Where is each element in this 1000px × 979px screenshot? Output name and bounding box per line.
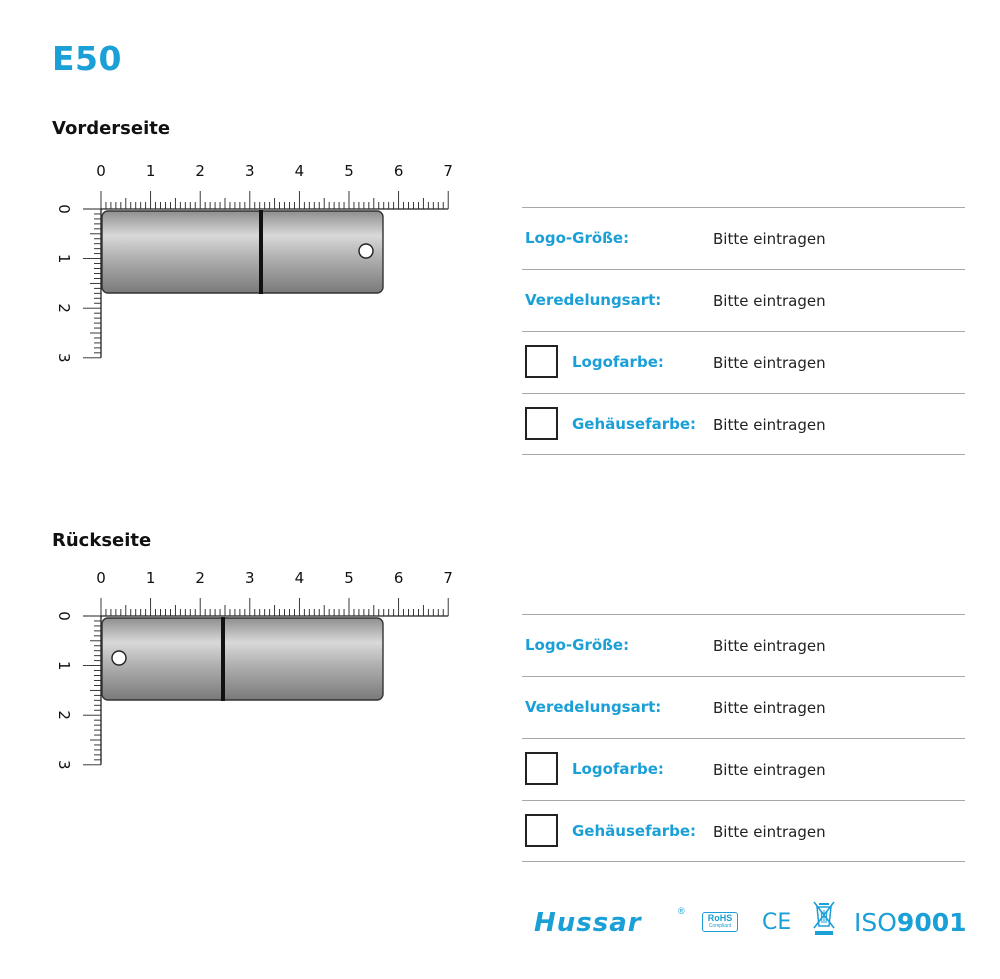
ruler-y-label: 3 bbox=[55, 760, 73, 770]
usb-device-body bbox=[102, 211, 383, 293]
crossed-out-bin-icon bbox=[812, 900, 836, 936]
ruler-y-label: 2 bbox=[55, 710, 73, 720]
iso-prefix: ISO bbox=[854, 908, 897, 937]
page-title: E50 bbox=[52, 39, 122, 78]
finishing-label: Veredelungsart: bbox=[525, 291, 662, 309]
housing-color-swatch[interactable] bbox=[525, 814, 558, 847]
ruler-x-label: 6 bbox=[393, 569, 404, 587]
ruler-x-label: 3 bbox=[245, 569, 255, 587]
ruler-x-label: 4 bbox=[294, 162, 305, 180]
housing-color-swatch[interactable] bbox=[525, 407, 558, 440]
finishing-label: Veredelungsart: bbox=[525, 698, 662, 716]
ruler-x-label: 1 bbox=[145, 569, 156, 587]
logo-color-value[interactable]: Bitte eintragen bbox=[713, 354, 826, 372]
ruler-x-label: 0 bbox=[96, 569, 106, 587]
back-form bbox=[522, 614, 965, 862]
ruler-x-label: 2 bbox=[195, 569, 205, 587]
ruler-y-label: 1 bbox=[55, 660, 73, 671]
logo-size-value[interactable]: Bitte eintragen bbox=[713, 230, 826, 248]
housing-color-label: Gehäusefarbe: bbox=[572, 822, 697, 840]
certification-footer bbox=[532, 896, 967, 946]
front-logo-color-row bbox=[522, 331, 965, 393]
ruler-x-label: 4 bbox=[294, 569, 305, 587]
back-logo-size-row bbox=[522, 614, 965, 676]
hussar-logo: Hussar bbox=[534, 908, 642, 938]
logo-color-value[interactable]: Bitte eintragen bbox=[713, 761, 826, 779]
back-ruler-diagram bbox=[40, 562, 470, 782]
usb-device-body bbox=[102, 618, 383, 700]
ruler-x-label: 1 bbox=[145, 162, 156, 180]
logo-size-value[interactable]: Bitte eintragen bbox=[713, 637, 826, 655]
ruler-x-label: 5 bbox=[344, 162, 354, 180]
logo-size-label: Logo-Größe: bbox=[525, 636, 630, 654]
finishing-value[interactable]: Bitte eintragen bbox=[713, 292, 826, 310]
logo-color-swatch[interactable] bbox=[525, 752, 558, 785]
front-finishing-row bbox=[522, 269, 965, 331]
front-logo-size-row bbox=[522, 207, 965, 269]
front-ruler-diagram bbox=[40, 155, 470, 375]
ruler-y-label: 2 bbox=[55, 303, 73, 313]
iso-9001-mark bbox=[854, 908, 967, 937]
ruler-y-label: 0 bbox=[55, 204, 73, 214]
ce-mark: CE bbox=[762, 910, 792, 935]
housing-color-value[interactable]: Bitte eintragen bbox=[713, 823, 826, 841]
front-form bbox=[522, 207, 965, 455]
keyring-hole bbox=[112, 651, 126, 665]
ruler-x-label: 2 bbox=[195, 162, 205, 180]
registered-mark: ® bbox=[678, 906, 685, 916]
back-housing-color-row bbox=[522, 800, 965, 862]
logo-size-label: Logo-Größe: bbox=[525, 229, 630, 247]
ruler-y-label: 3 bbox=[55, 353, 73, 363]
logo-color-label: Logofarbe: bbox=[572, 760, 664, 778]
rohs-badge-subtitle: Compliant bbox=[708, 923, 732, 929]
back-heading: Rückseite bbox=[52, 530, 152, 551]
ruler-x-label: 3 bbox=[245, 162, 255, 180]
back-finishing-row bbox=[522, 676, 965, 738]
logo-color-swatch[interactable] bbox=[525, 345, 558, 378]
front-heading: Vorderseite bbox=[52, 118, 171, 139]
finishing-value[interactable]: Bitte eintragen bbox=[713, 699, 826, 717]
back-logo-color-row bbox=[522, 738, 965, 800]
ruler-x-label: 6 bbox=[393, 162, 404, 180]
rohs-badge-title: RoHS bbox=[707, 913, 733, 923]
rohs-badge bbox=[702, 912, 738, 932]
ruler-x-label: 0 bbox=[96, 162, 106, 180]
front-housing-color-row bbox=[522, 393, 965, 455]
ruler-y-label: 1 bbox=[55, 253, 73, 264]
keyring-hole bbox=[359, 244, 373, 258]
housing-color-value[interactable]: Bitte eintragen bbox=[713, 416, 826, 434]
housing-color-label: Gehäusefarbe: bbox=[572, 415, 697, 433]
ruler-x-label: 5 bbox=[344, 569, 354, 587]
iso-number: 9001 bbox=[896, 908, 967, 937]
logo-color-label: Logofarbe: bbox=[572, 353, 664, 371]
ruler-y-label: 0 bbox=[55, 611, 73, 621]
ruler-x-label: 7 bbox=[443, 162, 453, 180]
ruler-x-label: 7 bbox=[443, 569, 453, 587]
